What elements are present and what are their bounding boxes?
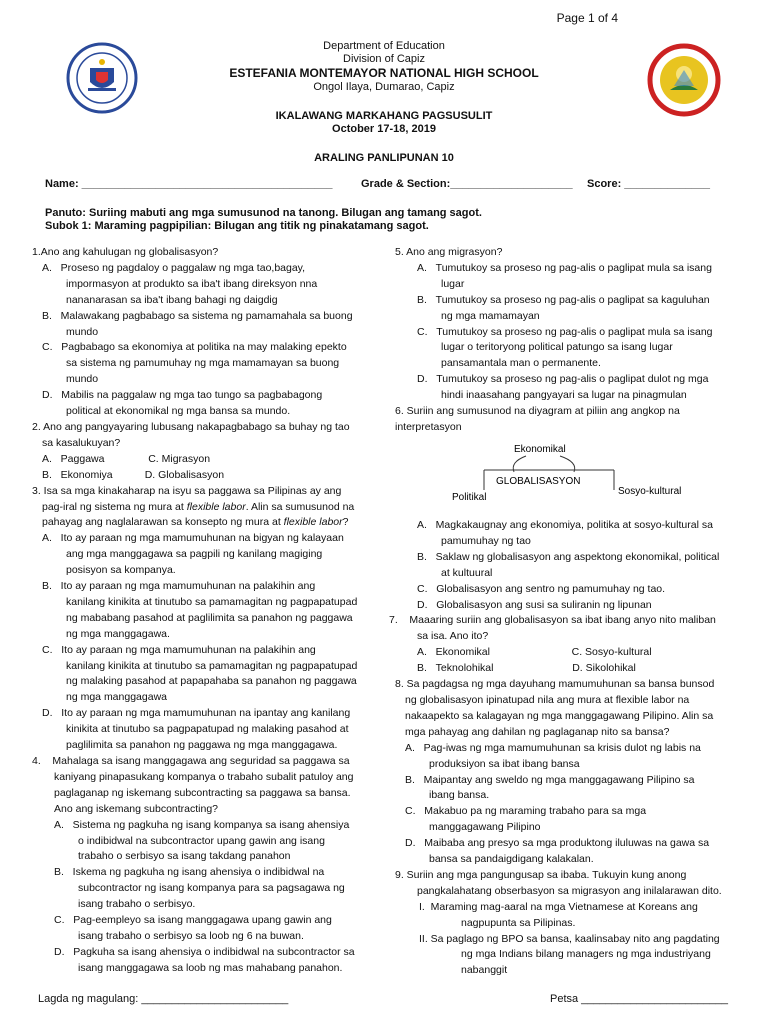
q1-option-c-cont2: mundo <box>66 373 99 386</box>
question-9-cont: pangkalahatang obserbasyon sa migrasyon ang inilalarawan dito. <box>417 884 722 897</box>
q9-statement-1-cont: nagpupunta sa Pilipinas. <box>461 916 576 929</box>
q7-options-ac: A. Ekonomikal C. Sosyo-kultural <box>417 646 652 659</box>
q6-option-b-cont: at kultuural <box>441 566 493 579</box>
exam-title: IKALAWANG MARKAHANG PAGSUSULIT <box>275 110 493 122</box>
q4-option-c-cont: isang trabaho o serbisyo sa loob ng 6 na buwan. <box>78 929 304 942</box>
question-6: 6. Suriin ang sumusunod na diyagram at piliin ang angkop na <box>395 405 680 418</box>
q7-options-bd: B. Teknolohikal D. Sikolohikal <box>417 662 636 675</box>
department-line: Department of Education <box>323 40 445 52</box>
q8-option-d-cont: bansa sa pandaigdigang kalakalan. <box>429 853 594 866</box>
q6-option-b: B. Saklaw ng globalisasyon ang aspektong ekonomikal, political <box>417 550 720 563</box>
question-3-cont2: pahayag ang naglalarawan sa konsepto ng mura at flexible labor? <box>42 516 349 529</box>
directions-panuto: Panuto: Suriing mabuti ang mga sumusunod na tanong. Bilugan ang tamang sagot. <box>45 207 482 219</box>
q9-statement-2-cont: ng mga Indians bilang managers ng mga industriyang <box>461 948 711 961</box>
score-field[interactable]: Score: ______________ <box>587 178 710 190</box>
q1-option-a-cont: impormasyon at produkto sa iba't ibang direksyon nna <box>66 277 318 290</box>
question-2: 2. Ano ang pangyayaring lubusang nakapagbabago sa buhay ng tao <box>32 420 350 433</box>
question-7-cont: sa isa. Ano ito? <box>417 630 489 643</box>
question-5: 5. Ano ang migrasyon? <box>395 246 503 258</box>
school-address: Ongol Ilaya, Dumarao, Capiz <box>313 81 455 93</box>
diagram-label-globalisasyon: GLOBALISASYON <box>496 476 581 487</box>
directions-subok: Subok 1: Maraming pagpipilian: Bilugan ang titik ng pinakatamang sagot. <box>45 220 429 232</box>
q1-option-d-cont: political at ekonomikal ng mga bansa sa mundo. <box>66 405 291 418</box>
subject-title: ARALING PANLIPUNAN 10 <box>314 152 454 164</box>
parent-signature-field[interactable]: Lagda ng magulang: ________________________ <box>38 993 289 1005</box>
q8-option-b: B. Maipantay ang sweldo ng mga manggagawang Pilipino sa <box>405 773 695 786</box>
q6-option-c: C. Globalisasyon ang sentro ng pamumuhay ng tao. <box>417 582 666 595</box>
q3-option-d-cont2: paglilimita sa panahon ng paggawa ng mga manggagawa. <box>66 739 338 752</box>
division-line: Division of Capiz <box>343 53 425 65</box>
right-column-top <box>395 245 743 436</box>
q8-option-a: A. Pag-iwas ng mga mamumuhunan sa krisis dulot ng labis na <box>405 741 701 754</box>
q9-statement-2-cont2: nabanggit <box>461 964 508 977</box>
q4-option-b-cont2: isang trabaho o serbisyo. <box>78 898 196 911</box>
q4-option-a: A. Sistema ng pagkuha ng isang kompanya sa isang ahensiya <box>54 818 350 831</box>
q3-option-a-cont2: posisyon sa kompanya. <box>66 564 176 577</box>
school-name: ESTEFANIA MONTEMAYOR NATIONAL HIGH SCHOOL <box>229 66 539 80</box>
q1-option-c: C. Pagbabago sa ekonomiya at politika na may malaking epekto <box>42 341 347 354</box>
q5-option-c-cont: lugar o teritoryong political patungo sa isang lugar <box>441 341 673 354</box>
q3-option-d-cont: kinikita at tinutubo sa pagpapatupad ng malaking pasahod at <box>66 723 349 736</box>
q5-option-b: B. Tumutukoy sa proseso ng pag-alis o paglipat sa kaguluhan <box>417 293 710 306</box>
page-number: Page 1 of 4 <box>556 11 618 25</box>
q4-option-d-cont: isang manggagawa sa loob ng mas mahabang panahon. <box>78 961 343 974</box>
diagram-label-politikal: Politikal <box>452 492 487 503</box>
question-8-cont: ng globalisasyon ipinatupad nila ang mura at flexible labor na <box>405 693 690 706</box>
diagram-label-sosyo-kultural: Sosyo-kultural <box>618 486 682 497</box>
q1-option-a: A. Proseso ng pagdaloy o paggalaw ng mga tao,bagay, <box>42 261 306 274</box>
q1-option-c-cont: sa sistema ng pamumuhay ng mga mamamayan sa buong <box>66 357 340 370</box>
q8-option-c-cont: manggagawang Pilipino <box>429 821 541 834</box>
q5-option-c: C. Tumutukoy sa proseso ng pag-alis o paglipat mula sa isang <box>417 325 713 338</box>
question-8: 8. Sa pagdagsa ng mga dayuhang mamumuhunan sa bansa bunsod <box>395 678 715 691</box>
q9-statement-2: II. Sa paglago ng BPO sa bansa, kaalinsabay nito ang pagdating <box>419 932 720 945</box>
left-column <box>32 245 384 977</box>
right-column-bottom <box>389 518 743 979</box>
q6-option-a-cont: pamumuhay ng tao <box>441 534 531 547</box>
q4-option-b: B. Iskema ng pagkuha ng isang ahensiya o indibidwal na <box>54 866 325 879</box>
date-field[interactable]: Petsa ________________________ <box>550 993 729 1005</box>
q4-option-b-cont: subcontractor ng isang kompanya para sa pagsagawa ng <box>78 882 345 895</box>
globalization-diagram <box>440 438 682 510</box>
q4-option-a-cont2: trabaho o serbisyo sa isang takdang panahon <box>78 850 291 863</box>
q2-options-bd: B. Ekonomiya D. Globalisasyon <box>42 468 225 481</box>
q4-option-c: C. Pag-eempleyo sa isang manggagawa upang gawin ang <box>54 914 332 927</box>
question-4: 4. Mahalaga sa isang manggagawa ang seguridad sa paggawa sa <box>32 755 350 767</box>
q5-option-d: D. Tumutukoy sa proseso ng pag-alis o paglipat dulot ng mga <box>417 373 709 386</box>
q3-option-b: B. Ito ay paraan ng mga mamumuhunan na palakihin ang <box>42 580 316 593</box>
q3-option-a-cont: ang mga manggagawa sa pagpili ng kanilang magiging <box>66 548 323 561</box>
question-8-cont2: nakaapekto sa kalagayan ng mga manggagawang Pilipino. Alin sa <box>405 709 714 722</box>
q8-option-c: C. Makabuo pa ng maraming trabaho para sa mga <box>405 805 647 818</box>
question-4-cont2: paglaganap ng iskemang subcontracting sa paggawa sa bansa. <box>54 786 351 799</box>
q5-option-b-cont: ng mga mamamayan <box>441 309 540 322</box>
q3-option-b-cont: kanilang kinikita at tinutubo sa pamamagitan ng pagpapatupad <box>66 595 358 608</box>
exam-date: October 17-18, 2019 <box>332 123 436 135</box>
q5-option-d-cont: hindi inaasahang pangyayari sa lugar na pinagmulan <box>441 389 687 402</box>
question-8-cont3: mga pahayag ang dahilan ng paglaganap nito sa bansa? <box>405 725 670 738</box>
q9-statement-1: I. Maraming mag-aaral na mga Vietnamese at Koreans ang <box>419 900 698 913</box>
name-field[interactable]: Name: _________________________________________ <box>45 178 333 190</box>
q8-option-b-cont: ibang bansa. <box>429 789 490 802</box>
q1-option-b-cont: mundo <box>66 325 99 338</box>
q3-option-b-cont2: ng mababang pasahod at paglilimita sa panahon ng paggawa <box>66 611 353 624</box>
q8-option-a-cont: produksiyon sa ibat ibang bansa <box>429 757 580 770</box>
grade-section-field[interactable]: Grade & Section:____________________ <box>361 178 573 190</box>
q5-option-a-cont: lugar <box>441 277 465 290</box>
q1-option-a-cont2: nananarasan sa iba't ibang bahagi ng daigdig <box>66 293 278 306</box>
q1-option-b: B. Malawakang pagbabago sa sistema ng pamamahala sa buong <box>42 309 353 322</box>
q2-options-ac: A. Paggawa C. Migrasyon <box>42 452 211 465</box>
question-3: 3. Isa sa mga kinakaharap na isyu sa paggawa sa Pilipinas ay ang <box>32 484 342 497</box>
q3-option-c-cont3: ng mga manggagawa <box>66 691 167 704</box>
q4-option-a-cont: o indibidwal na subcontractor upang gawin ang isang <box>78 834 325 847</box>
q6-option-a: A. Magkakaugnay ang ekonomiya, politika at sosyo-kultural sa <box>417 519 713 531</box>
question-3-cont: pag-iral ng sistema ng mura at flexible labor. Alin sa sumusunod na <box>42 500 355 513</box>
question-7: 7. Maaaring suriin ang globalisasyon sa ibat ibang anyo nito maliban <box>389 614 716 627</box>
q4-option-d: D. Pagkuha sa isang ahensiya o indibidwal na subcontractor sa <box>54 945 355 958</box>
q3-option-a: A. Ito ay paraan ng mga mamumuhunan na bigyan ng kalayaan <box>42 532 344 545</box>
q6-option-d: D. Globalisasyon ang susi sa suliranin ng lipunan <box>417 598 652 611</box>
question-2-cont: sa kasalukuyan? <box>42 436 121 449</box>
q3-option-c-cont: kanilang kinikita at tinutubo sa pamamagitan ng pagpapatupad <box>66 659 358 672</box>
question-9: 9. Suriin ang mga pangungusap sa ibaba. Tukuyin kung anong <box>395 868 687 881</box>
q5-option-a: A. Tumutukoy sa proseso ng pag-alis o paglipat mula sa isang <box>417 261 712 274</box>
question-1: 1.Ano ang kahulugan ng globalisasyon? <box>32 246 219 258</box>
q3-option-c: C. Ito ay paraan ng mga mamumuhunan na palakihin ang <box>42 643 316 656</box>
question-4-cont: kaniyang pinapasukang kompanya o trabaho subalit patuloy ang <box>54 770 354 783</box>
q1-option-d: D. Mabilis na paggalaw ng mga tao tungo sa pagbabagong <box>42 389 323 402</box>
q3-option-c-cont2: ng malaking pasahod at papapahaba sa panahon ng paggawa <box>66 675 357 688</box>
question-4-cont3: Ano ang iskemang subcontracting? <box>54 802 219 815</box>
q5-option-c-cont2: pansamantala man o permanente. <box>441 357 601 370</box>
question-6-cont: interpretasyon <box>395 420 462 433</box>
q8-option-d: D. Maibaba ang presyo sa mga produktong iluluwas na gawa sa <box>405 837 710 850</box>
q3-option-d: D. Ito ay paraan ng mga mamumuhunan na ipantay ang kanilang <box>42 707 351 720</box>
diagram-label-ekonomikal: Ekonomikal <box>514 444 566 455</box>
q3-option-b-cont3: ng mga manggagawa. <box>66 627 170 640</box>
